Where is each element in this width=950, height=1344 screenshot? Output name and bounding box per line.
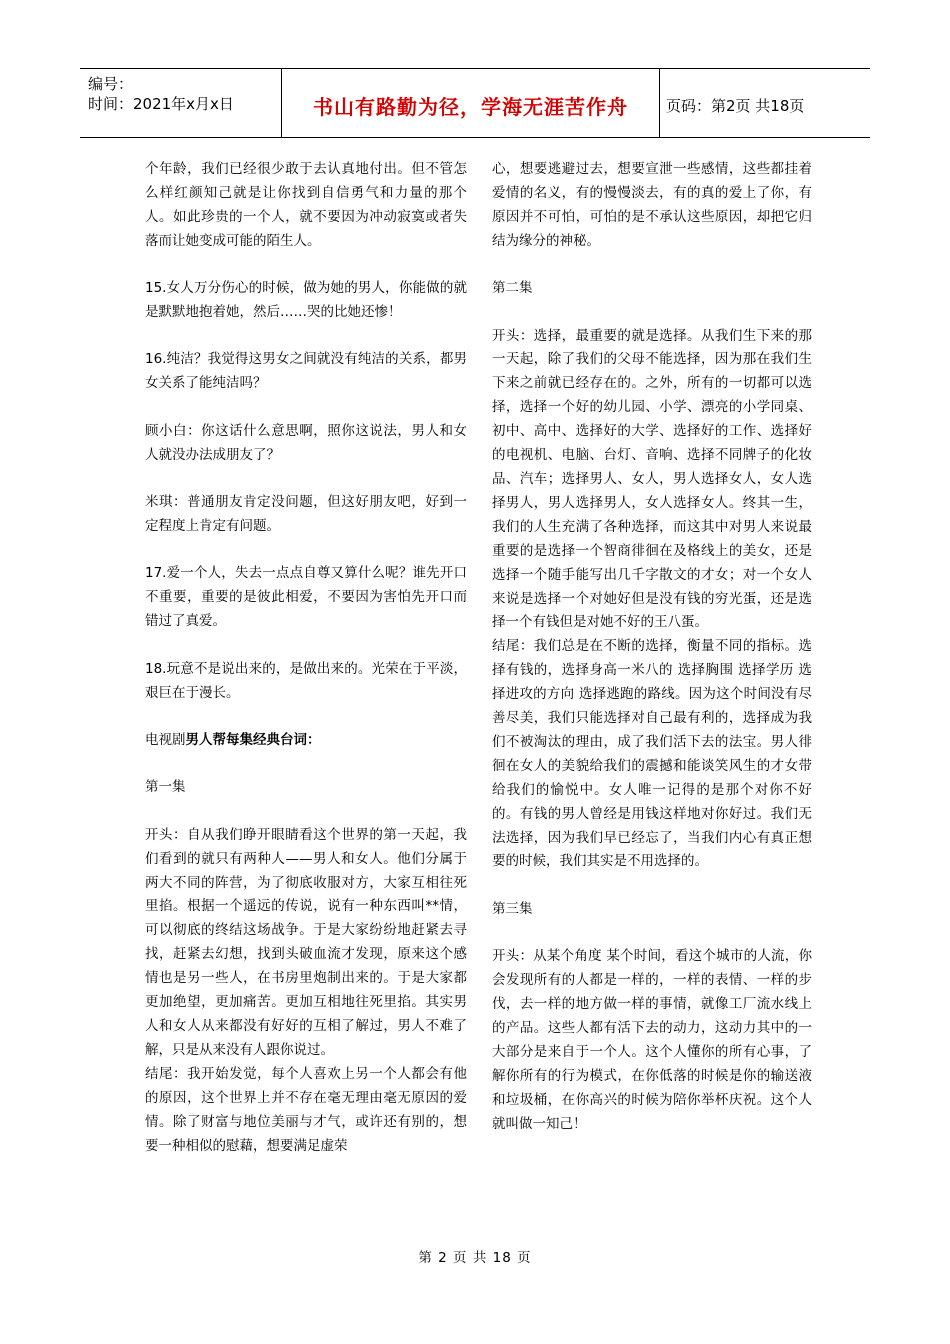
paragraph: 15.女人万分伤心的时候，做为她的男人，你能做的就是默默地抱着她，然后……哭的比她还惨！ xyxy=(145,280,467,321)
left-column xyxy=(145,158,467,1158)
header-motto-cell xyxy=(282,69,660,137)
header-info-cell xyxy=(80,69,282,137)
paragraph: 开头：选择，最重要的就是选择。从我们生下来的那一天起，除了我们的父母不能选择，因为那在我们生下来之前就已经存在的。之外，所有的一切都可以选择，选择一个好的幼儿园、小学、漂亮的小学同桌、初中、高中、选择好的大学、选择好的工作、选择好的电视机、电脑、台灯、音响、选择不同牌子的化妆品、汽车；选择男人、女人，男人选择女人，女人选择男人，男人选择男人，女人选择女人。终其一生，我们的人生充满了各种选择，而这其中对男人来说最重要的是选择一个智商徘徊在及格线上的美女，还是选择一个随手能写出几千字散文的才女；对一个女人来说是选择一个对她好但是没有钱的穷光蛋，还是选择一个有钱但是对她不好的王八蛋。 xyxy=(492,327,812,631)
header-page-number: 页码：第2页 共18页 xyxy=(666,97,805,115)
episode-title: 第二集 xyxy=(492,280,533,297)
heading-bold: 男人帮每集经典台词： xyxy=(185,731,321,748)
paragraph: 米琪：普通朋友肯定没问题，但这好朋友吧，好到一定程度上肯定有问题。 xyxy=(145,494,467,534)
document-date-label: 时间：2021年x月x日 xyxy=(88,95,234,113)
header-page-cell xyxy=(660,69,870,137)
paragraph: 结尾：我开始发觉，每个人喜欢上另一个人都会有他的原因，这个世界上并不存在毫无理由毫无原因的爱情。除了财富与地位美丽与才气，或许还有别的，想要一种相似的慰藉，想要满足虚荣 xyxy=(145,1065,467,1154)
paragraph: 顾小白：你这话什么意思啊，照你这说法，男人和女人就没办法成朋友了？ xyxy=(145,422,467,463)
page-footer: 第 2 页 共 18 页 xyxy=(418,1250,532,1266)
paragraph: 16.纯洁？我觉得这男女之间就没有纯洁的关系，都男女关系了能纯洁吗？ xyxy=(145,351,467,392)
paragraph: 结尾：我们总是在不断的选择，衡量不同的指标。选择有钱的，选择身高一米八的 选择胸围 选择学历 选择进攻的方向 选择逃跑的路线。因为这个时间没有尽善尽美，我们只能选择对自己最有利的，选择成为我们不被淘汰的理由，成了我们活下去的法宝。男人徘徊在女人的美貌给我们的震撼和能谈笑风生的才女带给我们的愉悦中。女人唯一记得的是那个对你不好的。有钱的男人曾经是用钱这样地对你好过。我们无法选择，因为我们早已经忘了，当我们内心有真正想要的时候，我们其实是不用选择的。 xyxy=(492,638,812,870)
paragraph: 开头：从某个角度 某个时间，看这个城市的人流，你会发现所有的人都是一样的，一样的表情、一样的步伐，去一样的地方做一样的事情，就像工厂流水线上的产品。这些人都有活下去的动力，这动力其中的一大部分是来自于一个人。这个人懂你的所有心事，了解你所有的行为模式，在你低落的时候是你的输送液和垃圾桶，在你高兴的时候为陪你举杯庆祝。这个人就叫做一知己！ xyxy=(492,948,812,1132)
page-header xyxy=(80,68,870,138)
section-heading xyxy=(145,729,467,753)
paragraph: 个年龄，我们已经很少敢于去认真地付出。但不管怎么样红颜知己就是让你找到自信勇气和力量的那个人。如此珍贵的一个人，就不要因为冲动寂寞或者失落而让她变成可能的陌生人。 xyxy=(145,161,467,249)
paragraph: 开头：自从我们睁开眼睛看这个世界的第一天起，我们看到的就只有两种人——男人和女人。他们分属于两大不同的阵营，为了彻底收服对方，大家互相往死里掐。根据一个遥远的传说，说有一种东西叫**情，可以彻底的终结这场战争。于是大家纷纷地赶紧去寻找，赶紧去幻想，找到头破血流才发现，原来这个感情也是另一些人，在书房里炮制出来的。于是大家都更加绝望，更加痛苦。更加互相地往死里掐。其实男人和女人从来都没有好好的互相了解过，男人不难了解，只是从来没有人跟你说过。 xyxy=(145,826,467,1058)
document-number-label: 编号： xyxy=(88,75,134,93)
paragraph: 18.玩意不是说出来的，是做出来的。光荣在于平淡，艰巨在于漫长。 xyxy=(145,660,467,701)
episode-title: 第一集 xyxy=(145,779,186,796)
paragraph: 心，想要逃避过去，想要宣泄一些感情，这些都挂着爱情的名义，有的慢慢淡去，有的真的爱上了你，有原因并不可怕，可怕的是不承认这些原因，却把它归结为缘分的神秘。 xyxy=(492,161,812,249)
paragraph: 17.爱一个人，失去一点点自尊又算什么呢？谁先开口不重要，重要的是彼此相爱，不要因为害怕先开口而错过了真爱。 xyxy=(145,565,467,630)
heading-prefix: 电视剧 xyxy=(145,731,186,748)
right-column xyxy=(492,158,812,1137)
episode-title: 第三集 xyxy=(492,900,533,917)
header-motto: 书山有路勤为径，学海无涯苦作舟 xyxy=(313,95,628,119)
